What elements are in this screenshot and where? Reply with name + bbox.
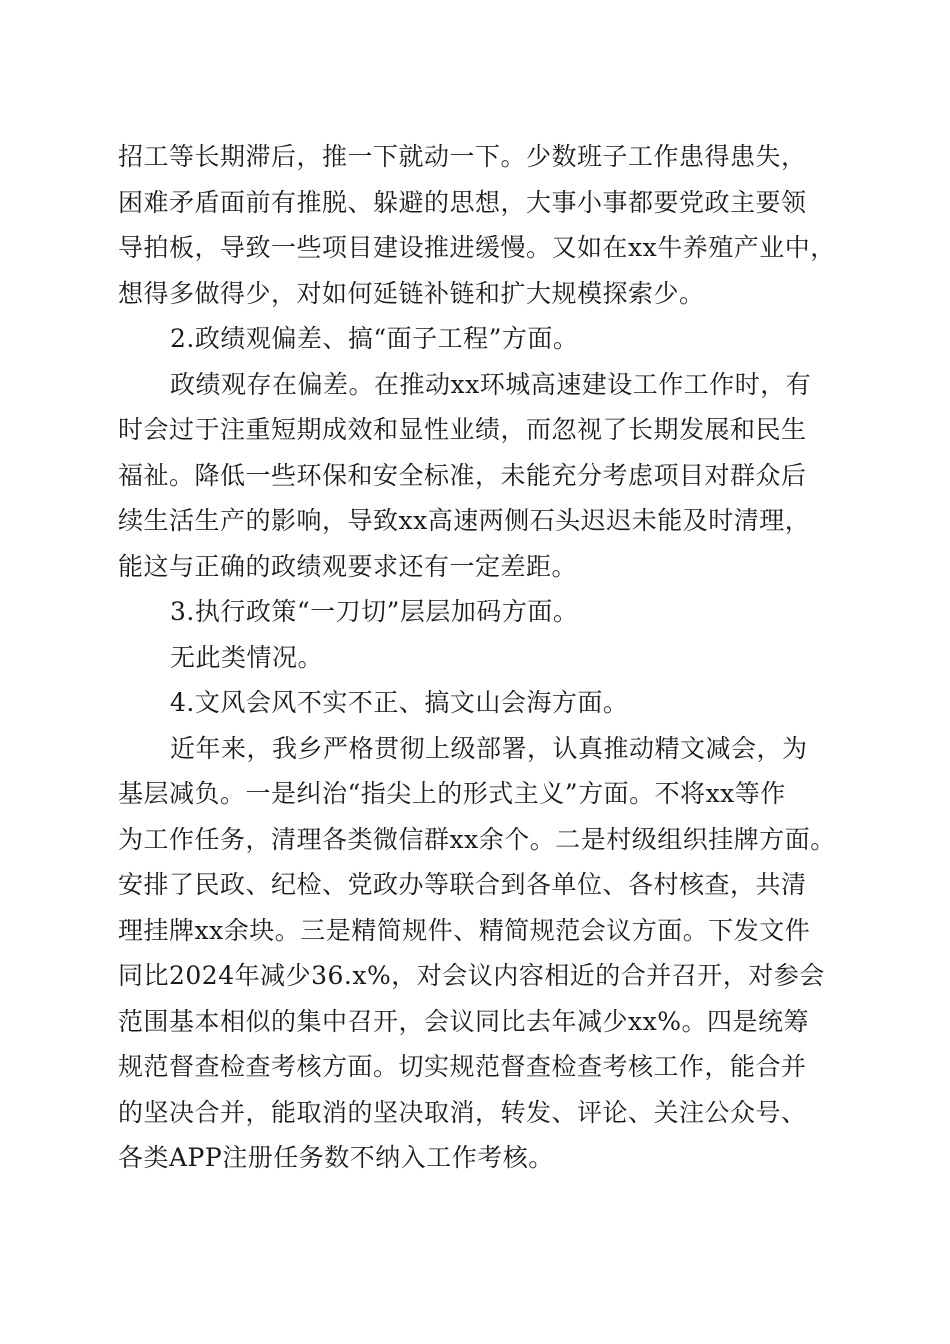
text-line: 的坚决合并，能取消的坚决取消，转发、评论、关注公众号、 <box>118 1097 807 1127</box>
text-line: 招工等长期滞后，推一下就动一下。少数班子工作患得患失， <box>118 142 807 171</box>
text-line: 2.政绩观偏差、搞“面子工程”方面。 <box>170 324 579 353</box>
text-line: 范围基本相似的集中召开，会议同比去年减少xx%。四是统筹 <box>118 1006 809 1036</box>
text-line: 无此类情况。 <box>170 642 324 672</box>
text-line: 政绩观存在偏差。在推动xx环城高速建设工作工作时，有 <box>170 369 812 399</box>
text-line: 基层减负。一是纠治“指尖上的形式主义”方面。不将xx等作 <box>118 779 786 808</box>
text-line: 安排了民政、纪检、党政办等联合到各单位、各村核查，共清 <box>118 870 807 899</box>
text-line: 时会过于注重短期成效和显性业绩，而忽视了长期发展和民生 <box>118 415 807 444</box>
text-line: 能这与正确的政绩观要求还有一定差距。 <box>118 551 578 581</box>
text-line: 导拍板，导致一些项目建设推进缓慢。又如在xx牛养殖产业中， <box>118 233 836 262</box>
text-line: 为工作任务，清理各类微信群xx余个。二是村级组织挂牌方面。 <box>118 824 836 854</box>
text-line: 各类APP注册任务数不纳入工作考核。 <box>118 1143 554 1172</box>
text-line: 4.文风会风不实不正、搞文山会海方面。 <box>170 688 629 717</box>
text-line: 近年来，我乡严格贯彻上级部署，认真推动精文减会，为 <box>170 733 808 763</box>
text-line: 困难矛盾面前有推脱、躲避的思想，大事小事都要党政主要领 <box>118 187 807 217</box>
text-line: 想得多做得少，对如何延链补链和扩大规模探索少。 <box>118 278 705 308</box>
text-line: 续生活生产的影响，导致xx高速两侧石头迟迟未能及时清理， <box>118 506 811 535</box>
text-line: 福祉。降低一些环保和安全标准，未能充分考虑项目对群众后 <box>118 460 807 490</box>
text-line: 同比2024年减少36.x%，对会议内容相近的合并召开，对参会 <box>118 961 825 990</box>
document-body <box>118 134 838 1181</box>
text-line: 规范督查检查考核方面。切实规范督查检查考核工作，能合并 <box>118 1052 807 1081</box>
text-line: 理挂牌xx余块。三是精简规件、精简规范会议方面。下发文件 <box>118 915 811 945</box>
text-line: 3.执行政策“一刀切”层层加码方面。 <box>170 597 579 626</box>
